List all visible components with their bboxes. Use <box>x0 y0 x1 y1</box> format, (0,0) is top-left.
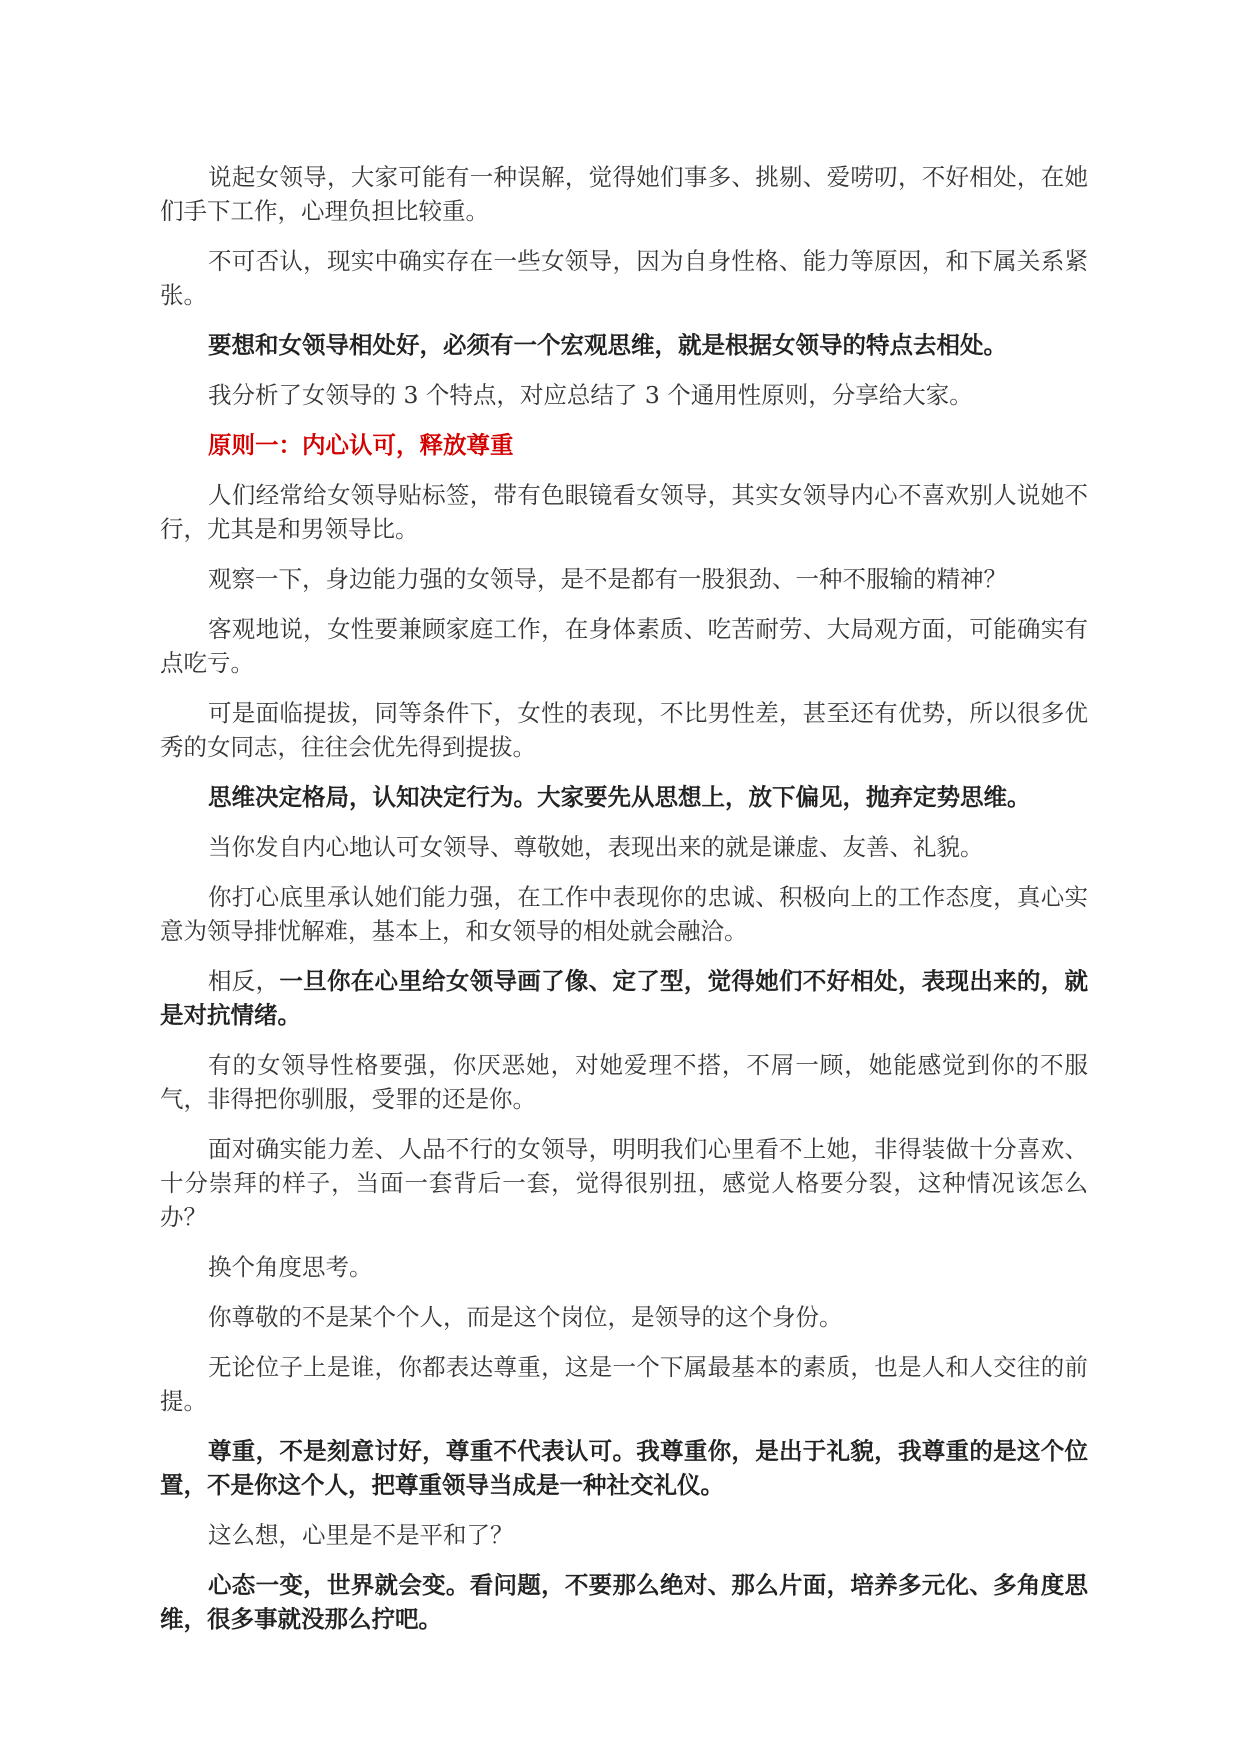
paragraph: 这么想，心里是不是平和了？ <box>208 1521 514 1549</box>
paragraph: 可是面临提拔，同等条件下，女性的表现，不比男性差，甚至还有优势，所以很多优秀的女同志，往往会优先得到提拔。 <box>160 699 1088 761</box>
bold-paragraph: 思维决定格局，认知决定行为。大家要先从思想上，放下偏见，抛弃定势思维。 <box>208 783 1031 811</box>
paragraph: 观察一下，身边能力强的女领导，是不是都有一股狠劲、一种不服输的精神？ <box>208 565 1007 593</box>
section-heading: 原则一：内心认可，释放尊重 <box>208 431 514 459</box>
paragraph: 说起女领导，大家可能有一种误解，觉得她们事多、挑剔、爱唠叨，不好相处，在她们手下工作，心理负担比较重。 <box>160 163 1088 225</box>
mixed-paragraph <box>160 964 1088 1032</box>
paragraph-lead: 相反， <box>208 967 280 995</box>
paragraph: 有的女领导性格要强，你厌恶她，对她爱理不搭，不屑一顾，她能感觉到你的不服气，非得把你驯服，受罪的还是你。 <box>160 1051 1088 1113</box>
bold-paragraph: 要想和女领导相处好，必须有一个宏观思维，就是根据女领导的特点去相处。 <box>208 331 1007 359</box>
paragraph: 我分析了女领导的 3 个特点，对应总结了 3 个通用性原则，分享给大家。 <box>208 381 973 409</box>
paragraph: 你尊敬的不是某个个人，而是这个岗位，是领导的这个身份。 <box>208 1303 843 1331</box>
article-body <box>160 160 1088 1652</box>
paragraph: 客观地说，女性要兼顾家庭工作，在身体素质、吃苦耐劳、大局观方面，可能确实有点吃亏。 <box>160 615 1088 677</box>
paragraph: 当你发自内心地认可女领导、尊敬她，表现出来的就是谦虚、友善、礼貌。 <box>208 833 984 861</box>
paragraph: 无论位子上是谁，你都表达尊重，这是一个下属最基本的素质，也是人和人交往的前提。 <box>160 1353 1088 1415</box>
paragraph: 换个角度思考。 <box>208 1253 373 1281</box>
bold-paragraph: 尊重，不是刻意讨好，尊重不代表认可。我尊重你，是出于礼貌，我尊重的是这个位置，不是你这个人，把尊重领导当成是一种社交礼仪。 <box>160 1437 1088 1499</box>
paragraph: 人们经常给女领导贴标签，带有色眼镜看女领导，其实女领导内心不喜欢别人说她不行，尤其是和男领导比。 <box>160 481 1088 543</box>
bold-paragraph: 心态一变，世界就会变。看问题，不要那么绝对、那么片面，培养多元化、多角度思维，很多事就没那么拧吧。 <box>160 1571 1088 1633</box>
paragraph: 不可否认，现实中确实存在一些女领导，因为自身性格、能力等原因，和下属关系紧张。 <box>160 247 1088 309</box>
paragraph: 面对确实能力差、人品不行的女领导，明明我们心里看不上她，非得装做十分喜欢、十分崇拜的样子，当面一套背后一套，觉得很别扭，感觉人格要分裂，这种情况该怎么办？ <box>160 1135 1088 1231</box>
paragraph: 你打心底里承认她们能力强，在工作中表现你的忠诚、积极向上的工作态度，真心实意为领导排忧解难，基本上，和女领导的相处就会融洽。 <box>160 883 1088 945</box>
paragraph-bold-span: 一旦你在心里给女领导画了像、定了型，觉得她们不好相处，表现出来的，就是对抗情绪。 <box>160 967 1088 1029</box>
